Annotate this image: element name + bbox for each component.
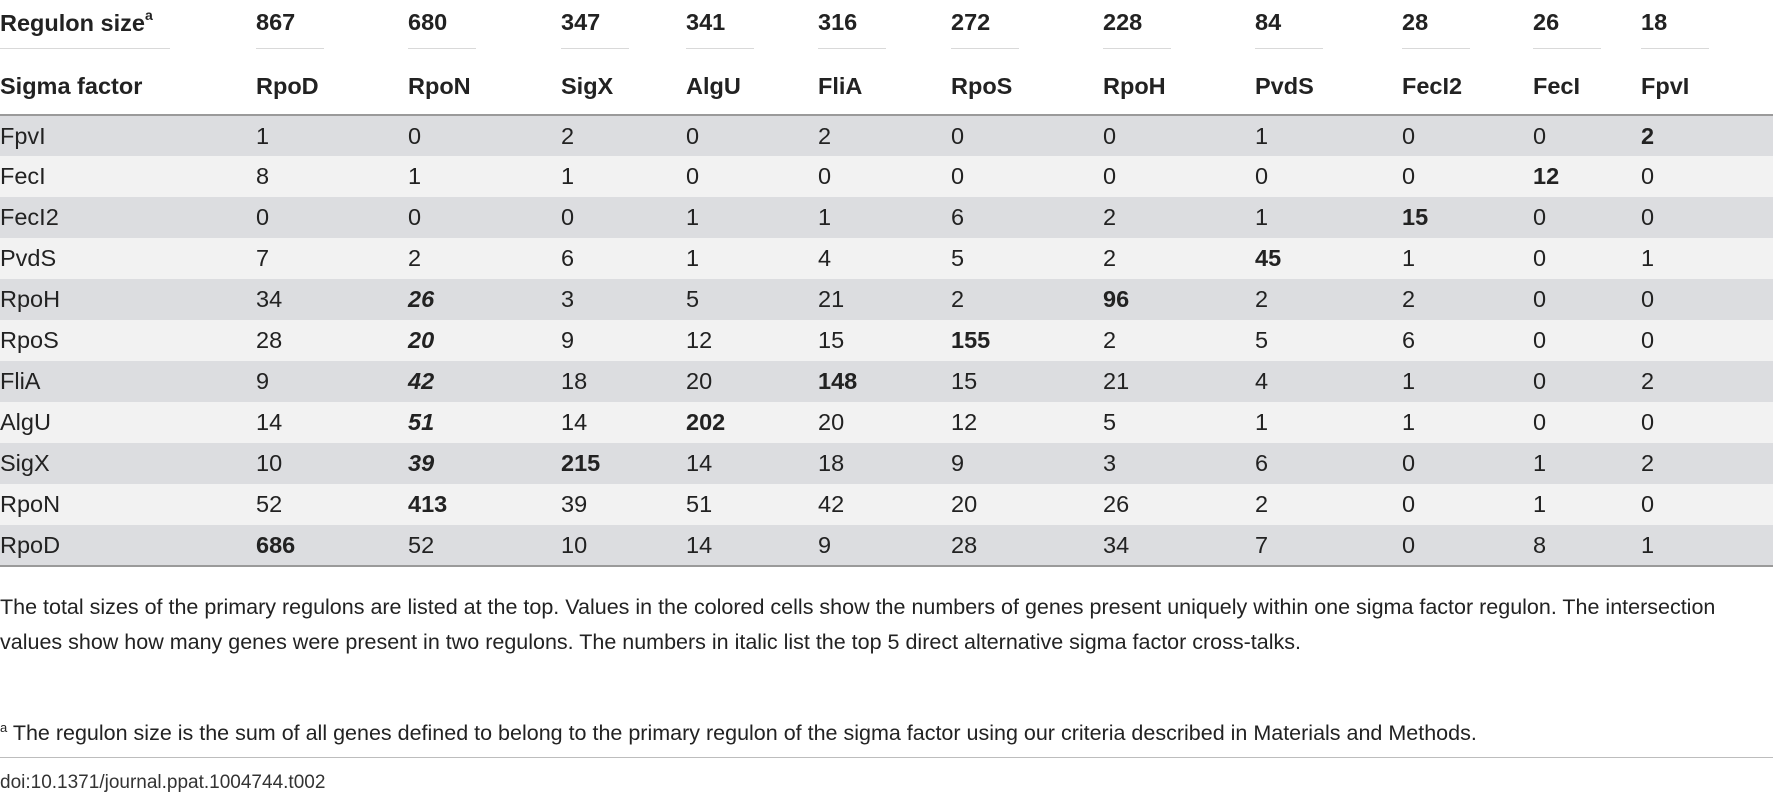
regulon-size-footnote-marker: a <box>144 6 153 23</box>
regulon-size-cell: 316 <box>818 0 951 58</box>
table-cell: 0 <box>686 163 700 189</box>
table-cell: 52 <box>256 491 283 517</box>
row-label: RpoD <box>0 525 256 566</box>
table-cell: 52 <box>408 525 561 566</box>
table-cell: 6 <box>1255 450 1269 476</box>
table-cell: 28 <box>256 327 283 353</box>
sigma-factor-column-header: FliA <box>818 58 951 115</box>
table-cell: 26 <box>1103 491 1130 517</box>
sigma-factor-column-header: PvdS <box>1255 58 1402 115</box>
row-label: FpvI <box>0 122 46 149</box>
table-cell: 20 <box>951 491 978 517</box>
table-cell: 0 <box>1641 204 1655 230</box>
table-cell: 7 <box>256 245 270 271</box>
table-row <box>0 197 1773 238</box>
table-cell: 15 <box>1402 204 1429 230</box>
table-cell: 6 <box>951 204 965 230</box>
regulon-size-cell: 84 <box>1255 0 1402 58</box>
sigma-factor-column-header: RpoD <box>256 58 408 115</box>
table-cell: 5 <box>951 245 965 271</box>
table-cell: 2 <box>818 122 832 149</box>
table-cell: 2 <box>1641 122 1655 149</box>
table-cell: 9 <box>818 525 951 566</box>
table-cell: 34 <box>1103 525 1255 566</box>
row-label: AlgU <box>0 409 51 435</box>
table-cell: 0 <box>408 204 422 230</box>
table-cell: 42 <box>818 491 845 517</box>
table-cell: 2 <box>1103 327 1117 353</box>
table-cell: 1 <box>1402 245 1416 271</box>
table-cell: 51 <box>408 409 435 435</box>
table-row <box>0 320 1773 361</box>
table-cell: 14 <box>561 409 588 435</box>
table-footnote <box>0 714 1773 747</box>
table-cell: 2 <box>1255 491 1269 517</box>
table-cell: 0 <box>1641 409 1655 435</box>
table-cell: 12 <box>951 409 978 435</box>
regulon-size-header <box>0 0 256 58</box>
table-cell: 0 <box>408 122 422 149</box>
table-cell: 215 <box>561 450 601 476</box>
table-cell: 2 <box>561 122 575 149</box>
table-cell: 0 <box>1533 409 1547 435</box>
sigma-factor-column-header: RpoN <box>408 58 561 115</box>
sigma-factor-column-header: FpvI <box>1641 58 1773 115</box>
row-label: PvdS <box>0 245 57 271</box>
table-cell: 6 <box>1402 327 1416 353</box>
footnote-text: The regulon size is the sum of all genes defined to belong to the primary regulon of the sigma factor using our criteria described in Materials and Methods. <box>7 721 1477 746</box>
table-cell: 2 <box>1255 286 1269 312</box>
table-cell: 14 <box>256 409 283 435</box>
table-cell: 2 <box>1402 286 1416 312</box>
row-label: SigX <box>0 450 50 476</box>
table-cell: 26 <box>408 286 435 312</box>
table-cell: 20 <box>408 327 435 353</box>
table-cell: 0 <box>1103 122 1117 149</box>
table-row <box>0 402 1773 443</box>
table-cell: 0 <box>1533 368 1547 394</box>
sigma-factor-header-row <box>0 58 1773 115</box>
table-cell: 5 <box>686 286 700 312</box>
row-label: FecI <box>0 163 46 189</box>
table-row <box>0 279 1773 320</box>
regulon-size-label: Regulon size <box>0 9 145 36</box>
table-cell: 14 <box>686 450 713 476</box>
row-label: RpoH <box>0 286 61 312</box>
table-cell: 96 <box>1103 286 1130 312</box>
table-cell: 45 <box>1255 245 1282 271</box>
table-cell: 10 <box>561 525 686 566</box>
table-cell: 14 <box>686 525 818 566</box>
row-label: RpoN <box>0 491 61 517</box>
table-cell: 4 <box>1255 368 1269 394</box>
table-cell: 10 <box>256 450 283 476</box>
regulon-size-cell: 347 <box>561 0 686 58</box>
regulon-size-cell: 26 <box>1533 0 1641 58</box>
table-cell: 2 <box>1641 450 1655 476</box>
regulon-size-cell: 272 <box>951 0 1103 58</box>
table-cell: 21 <box>1103 368 1130 394</box>
table-cell: 1 <box>1641 245 1655 271</box>
table-cell: 0 <box>1103 163 1117 189</box>
table-cell: 2 <box>408 245 422 271</box>
table-cell: 1 <box>561 163 575 189</box>
table-cell: 3 <box>561 286 575 312</box>
table-cell: 0 <box>1641 491 1655 517</box>
table-cell: 12 <box>1533 163 1560 189</box>
table-cell: 0 <box>1641 163 1655 189</box>
table-cell: 1 <box>1255 122 1269 149</box>
row-label: FecI2 <box>0 204 59 230</box>
table-row <box>0 361 1773 402</box>
table-cell: 0 <box>1402 122 1416 149</box>
table-cell: 0 <box>561 204 575 230</box>
table-cell: 12 <box>686 327 713 353</box>
sigma-factor-column-header: FecI2 <box>1402 58 1533 115</box>
sigma-factor-column-header: FecI <box>1533 58 1641 115</box>
table-body <box>0 115 1773 566</box>
table-cell: 0 <box>1255 163 1269 189</box>
table-cell: 2 <box>1103 204 1117 230</box>
table-cell: 1 <box>686 245 700 271</box>
table-cell: 1 <box>1641 525 1773 566</box>
table-row <box>0 443 1773 484</box>
table-row <box>0 156 1773 197</box>
table-cell: 1 <box>1255 204 1269 230</box>
table-cell: 1 <box>408 163 422 189</box>
table-cell: 0 <box>1533 327 1547 353</box>
table-row <box>0 238 1773 279</box>
table-cell: 34 <box>256 286 283 312</box>
table-cell: 8 <box>256 163 270 189</box>
table-cell: 9 <box>256 368 270 394</box>
sigma-factor-column-header: RpoS <box>951 58 1103 115</box>
table-cell: 0 <box>1402 163 1416 189</box>
regulon-size-cell: 680 <box>408 0 561 58</box>
table-cell: 2 <box>1103 245 1117 271</box>
table-cell: 0 <box>951 122 965 149</box>
table-cell: 39 <box>561 491 588 517</box>
table-cell: 18 <box>818 450 845 476</box>
table-cell: 2 <box>1641 368 1655 394</box>
row-label: RpoS <box>0 327 59 353</box>
regulon-size-header-row <box>0 0 1773 58</box>
table-cell: 5 <box>1103 409 1117 435</box>
sigma-factor-column-header: AlgU <box>686 58 818 115</box>
regulon-size-cell: 18 <box>1641 0 1773 58</box>
sigma-factor-column-header: SigX <box>561 58 686 115</box>
table-cell: 0 <box>951 163 965 189</box>
table-cell: 0 <box>1533 204 1547 230</box>
table-row <box>0 115 1773 156</box>
table-cell: 3 <box>1103 450 1117 476</box>
table-cell: 0 <box>1402 491 1416 517</box>
table-cell: 0 <box>818 163 832 189</box>
table-cell: 28 <box>951 525 1103 566</box>
doi-label: doi:10.1371/journal.ppat.1004744.t002 <box>0 772 326 793</box>
footnote-divider <box>0 757 1773 758</box>
table-cell: 1 <box>1402 368 1416 394</box>
table-cell: 686 <box>256 525 408 566</box>
table-cell: 51 <box>686 491 713 517</box>
table-cell: 20 <box>686 368 713 394</box>
row-label: FliA <box>0 368 41 394</box>
table-cell: 15 <box>951 368 978 394</box>
table-cell: 15 <box>818 327 845 353</box>
table-cell: 0 <box>1533 122 1547 149</box>
table-cell: 21 <box>818 286 845 312</box>
table-description: The total sizes of the primary regulons are listed at the top. Values in the colored cells show the numbers of genes present uniquely within one sigma factor regulon. The intersection values show how many genes were present in two regulons. The numbers in italic list the top 5 direct alternative sigma factor cross-talks. <box>0 595 1716 654</box>
table-cell: 9 <box>951 450 965 476</box>
table-cell: 0 <box>1402 525 1533 566</box>
table-cell: 0 <box>1533 245 1547 271</box>
table-cell: 6 <box>561 245 575 271</box>
table-notes <box>0 590 1770 660</box>
table-cell: 7 <box>1255 525 1402 566</box>
table-cell: 1 <box>1533 450 1547 476</box>
regulon-size-cell: 867 <box>256 0 408 58</box>
table-cell: 1 <box>818 204 832 230</box>
regulon-size-cell: 28 <box>1402 0 1533 58</box>
table-cell: 1 <box>1533 491 1547 517</box>
table-cell: 0 <box>1641 327 1655 353</box>
sigma-factor-header: Sigma factor <box>0 58 256 115</box>
table-cell: 0 <box>256 204 270 230</box>
table-cell: 5 <box>1255 327 1269 353</box>
table-cell: 413 <box>408 491 448 517</box>
table-cell: 20 <box>818 409 845 435</box>
footnote-marker: a <box>0 720 8 735</box>
sigma-factor-column-header: RpoH <box>1103 58 1255 115</box>
table-cell: 0 <box>1641 286 1655 312</box>
table-row <box>0 525 1773 566</box>
table-cell: 39 <box>408 450 435 476</box>
table-cell: 1 <box>686 204 700 230</box>
table-cell: 2 <box>951 286 965 312</box>
table-row <box>0 484 1773 525</box>
table-cell: 1 <box>1402 409 1416 435</box>
table-cell: 0 <box>1533 286 1547 312</box>
table-cell: 0 <box>1402 450 1416 476</box>
table-cell: 4 <box>818 245 832 271</box>
table-cell: 42 <box>408 368 435 394</box>
table-cell: 0 <box>686 122 700 149</box>
table-cell: 155 <box>951 327 991 353</box>
table-cell: 1 <box>256 122 270 149</box>
table-cell: 1 <box>1255 409 1269 435</box>
regulon-size-cell: 341 <box>686 0 818 58</box>
table-cell: 148 <box>818 368 858 394</box>
table-cell: 9 <box>561 327 575 353</box>
table-cell: 8 <box>1533 525 1641 566</box>
regulon-size-cell: 228 <box>1103 0 1255 58</box>
table-cell: 18 <box>561 368 588 394</box>
table-cell: 202 <box>686 409 726 435</box>
